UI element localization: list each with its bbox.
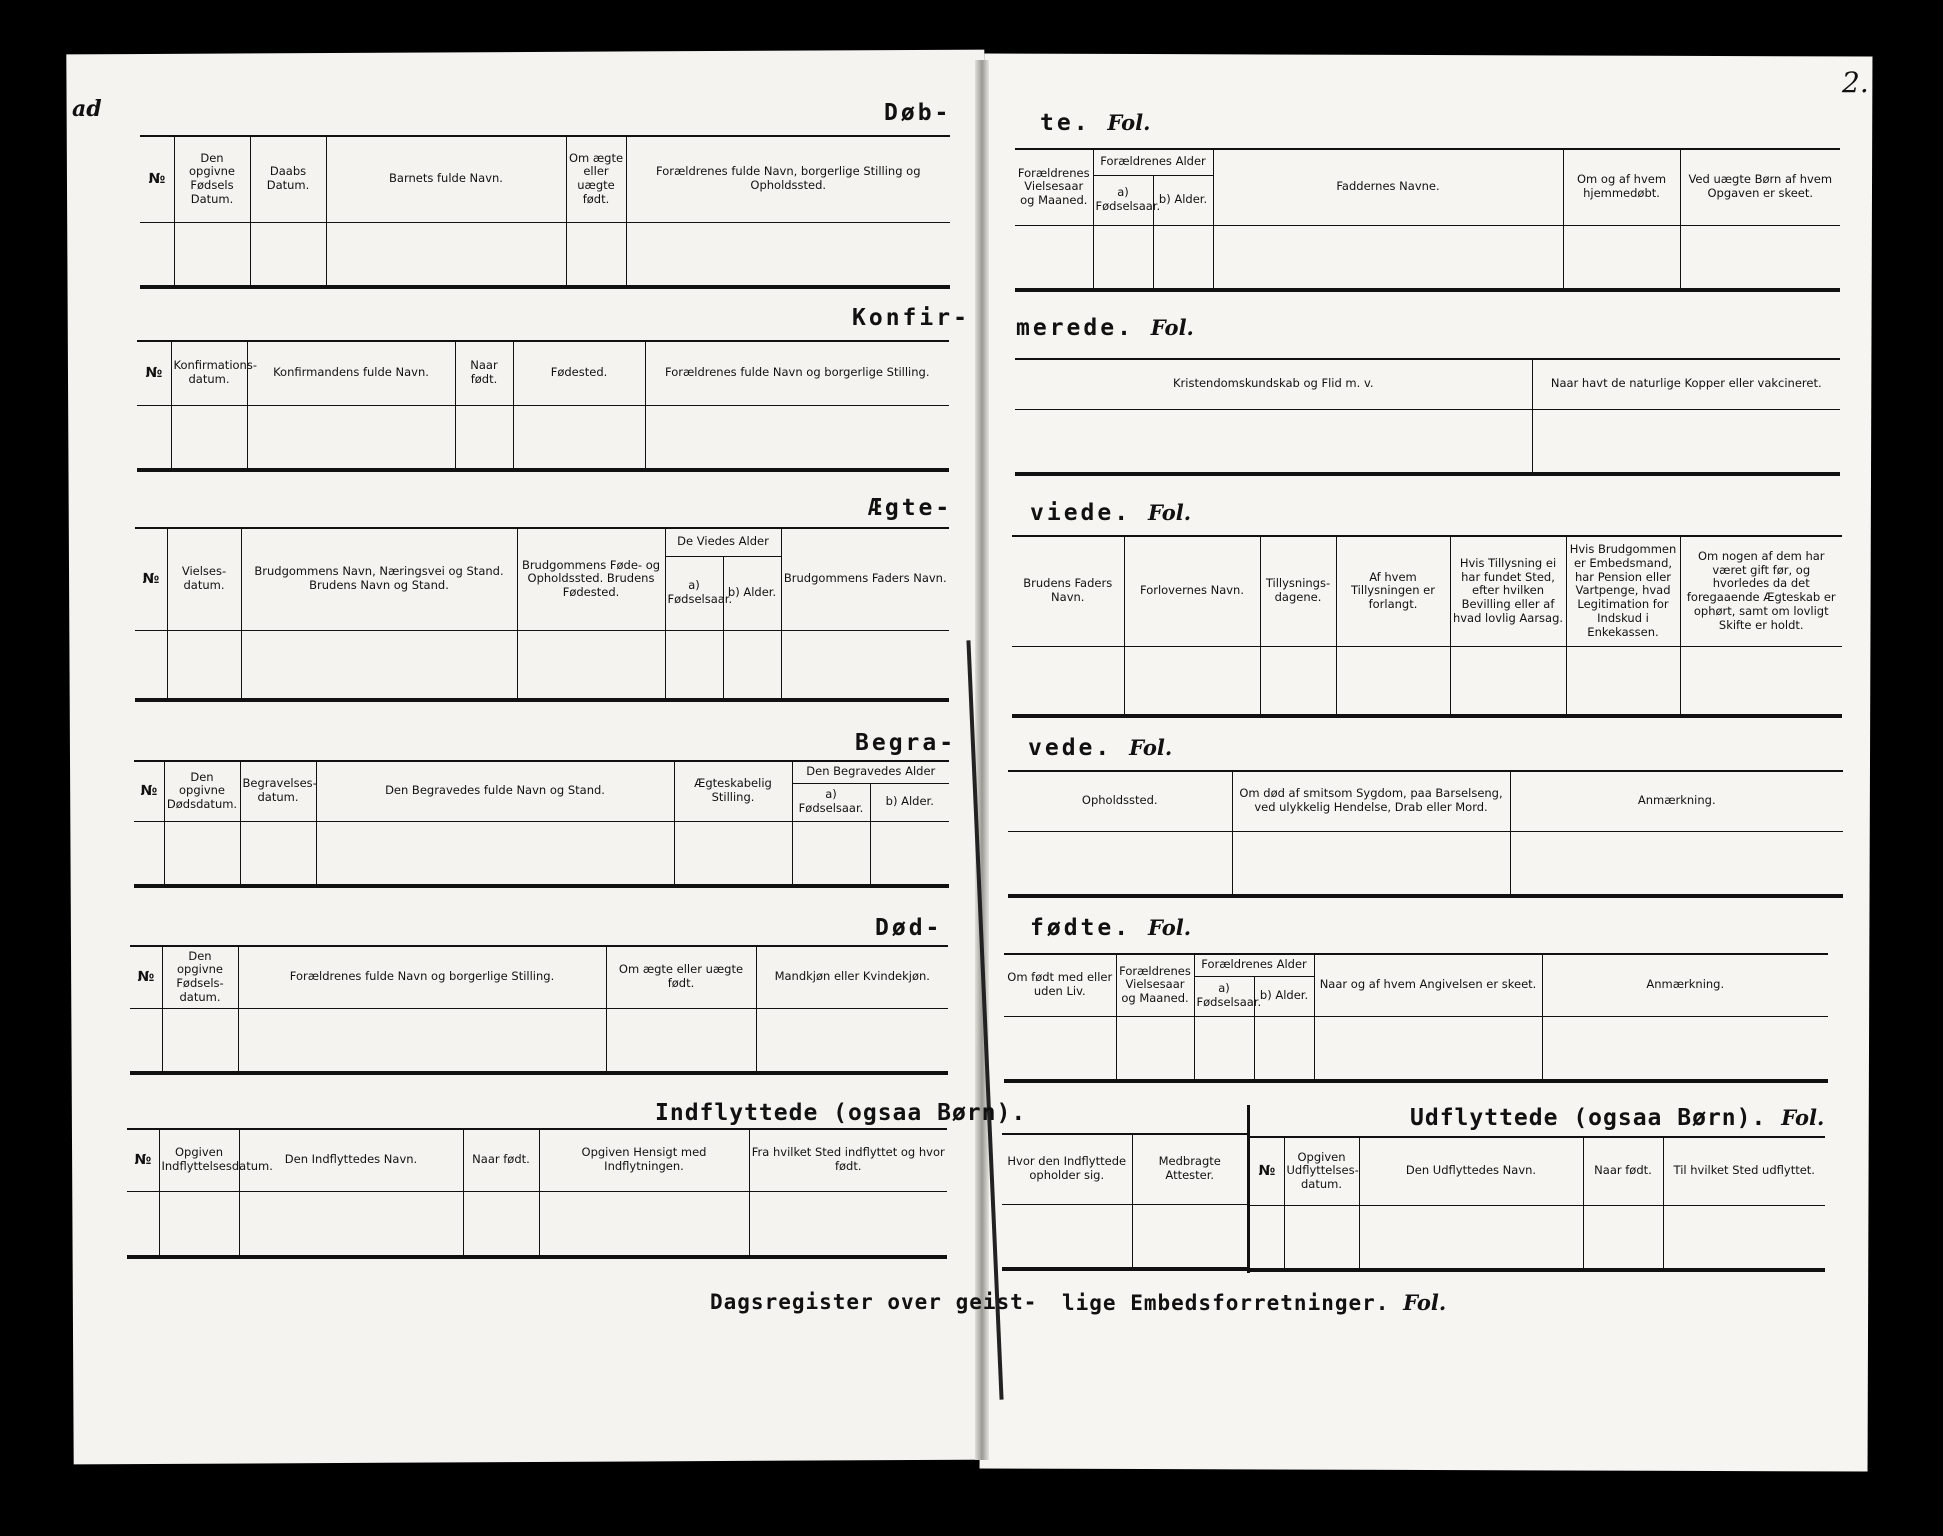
dobte-h-alder-b: b) Alder. [1153,175,1213,225]
begr-h-opholdssted: Opholdssted. [1008,771,1232,831]
dobte-right-table [1015,148,1840,292]
aegte-right-row [1012,646,1842,716]
aegte-h-forlovere: Forlovernes Navn. [1124,536,1260,646]
aegte-h-alder-b: b) Alder. [723,556,781,630]
dodfodte-right-table [1004,953,1828,1083]
dobte-h-hjemmedobt: Om og af hvem hjemmedøbt. [1563,149,1680,225]
page-number: 2. [1842,66,1869,99]
dodfodte-fol: Fol. [1147,915,1192,940]
aegteviede-left-table [135,527,949,702]
dobte-h-alder-group: Forældrenes Alder [1093,149,1213,175]
aegte-h-alder-a: a) Fødselsaar. [665,556,723,630]
dodf-h-fodselsdatum: Den opgivne Fødselsdatum. [162,946,238,1008]
dobte-left-row [140,222,950,287]
begr-h-navn: Den Begravedes fulde Navn og Stand. [316,761,674,821]
aegte-h-bevilling: Hvis Tillysning ei har fundet Sted, efter hvilken Bevilling eller af hvad lovlig Aarsag. [1450,536,1566,646]
begr-h-anmaerkning: Anmærkning. [1510,771,1843,831]
dodf-h-anmaerkning: Anmærkning. [1542,954,1828,1016]
begr-h-alder-group: Den Begravedes Alder [792,761,949,783]
udflyttede-fol: Fol. [1781,1105,1825,1130]
udf-h-nr: № [1250,1137,1284,1205]
indf-h-hensigt: Opgiven Hensigt med Indflytningen. [539,1129,749,1191]
dodf-h-alder-a: a) Fødselsaar. [1194,976,1254,1016]
udflyttede-title [1410,1105,1824,1131]
dobte-h-aegte: Om ægte eller uægte født. [566,136,626,222]
aegte-h-brudens-fader: Brudens Faders Navn. [1012,536,1124,646]
indf-h-navn: Den Indflyttedes Navn. [239,1129,463,1191]
dobte-title-right-text: te. [1040,110,1091,136]
dagsregister-fol: Fol. [1403,1290,1447,1315]
udf-h-datum: Opgiven Udflyttelsesdatum. [1284,1137,1359,1205]
dobte-title-right [1040,110,1150,136]
dodf-h-kjon: Mandkjøn eller Kvindekjøn. [756,946,948,1008]
indf-right-row [1002,1204,1247,1269]
udf-h-til-sted: Til hvilket Sted udflyttet. [1663,1137,1825,1205]
dobte-fol: Fol. [1107,110,1151,135]
dodfodte-title-left: Død- [875,915,943,941]
indf-h-datum: Opgiven Indflyttelsesdatum. [159,1129,239,1191]
dodf-h-alder-group: Forældrenes Alder [1194,954,1314,976]
konf-h-nr: № [137,341,171,405]
begravede-title-right [1028,735,1172,761]
dodfodte-left-table [130,945,948,1075]
indf-h-opholder: Hvor den Indflyttede opholder sig. [1002,1134,1132,1204]
dobte-h-daabsdatum: Daabs Datum. [250,136,326,222]
begr-right-row [1008,831,1843,896]
aegte-h-tillysningsdage: Tillysningsdagene. [1260,536,1336,646]
dagsregister-title-left: Dagsregister over geist- [710,1290,1038,1314]
indf-h-nr: № [127,1129,159,1191]
konf-right-row [1015,409,1840,474]
dobte-left-table [140,135,950,289]
aegteviede-fol: Fol. [1147,500,1192,525]
begr-h-nr: № [134,761,164,821]
dodf-h-foraeldrene: Forældrenes fulde Navn og borgerlige Stilling. [238,946,606,1008]
indf-h-fra-sted: Fra hvilket Sted indflyttet og hvor født. [749,1129,947,1191]
dobte-title-left: Døb- [884,100,952,126]
aegte-h-vielsesdatum: Vielsesdatum. [167,528,241,630]
begravede-left-table [134,760,949,888]
konfirmerede-title-right [1016,315,1194,341]
aegte-h-gift-for: Om nogen af dem har været gift før, og hvorledes da det foregaaende Ægteskab er ophørt, samt om lovligt Skifte er holdt. [1680,536,1842,646]
dodf-h-liv: Om født med eller uden Liv. [1004,954,1116,1016]
udf-row [1250,1205,1825,1270]
konf-h-datum: Konfirmationsdatum. [171,341,247,405]
begravede-title-left: Begra- [855,730,957,756]
aegteviede-title-right-text: viede. [1030,500,1132,526]
aegte-left-row [135,630,949,700]
aegte-h-alder-group: De Viedes Alder [665,528,781,556]
udflyttede-title-text: Udflyttede (ogsaa Børn). [1410,1105,1767,1131]
udf-h-fodt: Naar født. [1583,1137,1663,1205]
indflyttede-right-table [1002,1133,1247,1271]
dobte-h-uaegte: Ved uægte Børn af hvem Opgaven er skeet. [1680,149,1840,225]
dobte-h-nr: № [140,136,174,222]
indf-h-attester: Medbragte Attester. [1132,1134,1247,1204]
dobte-right-row [1015,225,1840,290]
konf-h-fodt: Naar født. [455,341,513,405]
begravede-title-right-text: vede. [1028,735,1113,761]
margin-note: ad [72,96,102,122]
aegte-h-fader: Brudgommens Faders Navn. [781,528,949,630]
konf-left-row [137,405,949,470]
dobte-h-alder-a: a) Fødselsaar. [1093,175,1153,225]
dodfodte-title-right-text: fødte. [1030,915,1132,941]
indflyttede-title: Indflyttede (ogsaa Børn). [655,1100,1027,1126]
begr-h-alder-b: b) Alder. [870,783,949,821]
konfirmerede-fol: Fol. [1150,315,1194,340]
dodf-h-nr: № [130,946,162,1008]
konf-h-kopper: Naar havt de naturlige Kopper eller vakcineret. [1532,359,1840,409]
dobte-h-fadderne: Faddernes Navne. [1213,149,1563,225]
konf-h-fodested: Fødested. [513,341,645,405]
konfirmerede-right-table [1015,358,1840,476]
aegteviede-right-table [1012,535,1842,718]
begr-h-stilling: Ægteskabelig Stilling. [674,761,792,821]
konf-h-navn: Konfirmandens fulde Navn. [247,341,455,405]
dodf-h-vielsesaar: Forældrenes Vielsesaar og Maaned. [1116,954,1194,1016]
dagsregister-title-right-text: lige Embedsforretninger. [1062,1291,1390,1315]
konf-h-kristendom: Kristendomskundskab og Flid m. v. [1015,359,1532,409]
aegte-h-fodested: Brudgommens Føde- og Opholdssted. Brudens Fødested. [517,528,665,630]
dagsregister-title-right [1062,1290,1446,1315]
konf-h-foraeldrene: Forældrenes fulde Navn og borgerlige Stilling. [645,341,949,405]
begravede-right-table [1008,770,1843,898]
indf-left-row [127,1191,947,1257]
aegte-h-nr: № [135,528,167,630]
begr-h-begravelsesdatum: Begravelsesdatum. [240,761,316,821]
konfirmerede-title-right-text: merede. [1016,315,1134,341]
dodf-h-aegte: Om ægte eller uægte født. [606,946,756,1008]
udf-h-navn: Den Udflyttedes Navn. [1359,1137,1583,1205]
aegteviede-title-right [1030,500,1191,526]
dodf-right-row [1004,1016,1828,1081]
begr-left-row [134,821,949,886]
begr-h-alder-a: a) Fødselsaar. [792,783,870,821]
dobte-h-foraeldrene: Forældrenes fulde Navn, borgerlige Stilling og Opholdssted. [626,136,950,222]
dobte-h-barnets-navn: Barnets fulde Navn. [326,136,566,222]
dobte-h-vielsesaar: Forældrenes Vielsesaar og Maaned. [1015,149,1093,225]
aegte-h-forlangt: Af hvem Tillysningen er forlangt. [1336,536,1450,646]
indf-h-fodt: Naar født. [463,1129,539,1191]
indflyttede-left-table [127,1128,947,1259]
konfirmerede-left-table [137,340,949,472]
book-spine [975,60,989,1460]
dobte-h-fodselsdatum: Den opgivne Fødsels Datum. [174,136,250,222]
dodfodte-title-right [1030,915,1191,941]
dodf-h-angivelsen: Naar og af hvem Angivelsen er skeet. [1314,954,1542,1016]
begr-h-dodsarsag: Om død af smitsom Sygdom, paa Barselseng, ved ulykkelig Hendelse, Drab eller Mord. [1232,771,1510,831]
begr-h-dodsdatum: Den opgivne Dødsdatum. [164,761,240,821]
udflyttede-table [1250,1136,1825,1272]
aegte-h-embedsmand: Hvis Brudgommen er Embedsmand, har Pension eller Vartpenge, hvad Legitimation for Indskud i Enkekassen. [1566,536,1680,646]
begravede-fol: Fol. [1129,735,1173,760]
aegteviede-title-left: Ægte- [868,495,953,521]
aegte-h-brudgom: Brudgommens Navn, Næringsvei og Stand. Brudens Navn og Stand. [241,528,517,630]
konfirmerede-title-left: Konfir- [852,305,970,331]
dodf-h-alder-b: b) Alder. [1254,976,1314,1016]
dodf-left-row [130,1008,948,1073]
